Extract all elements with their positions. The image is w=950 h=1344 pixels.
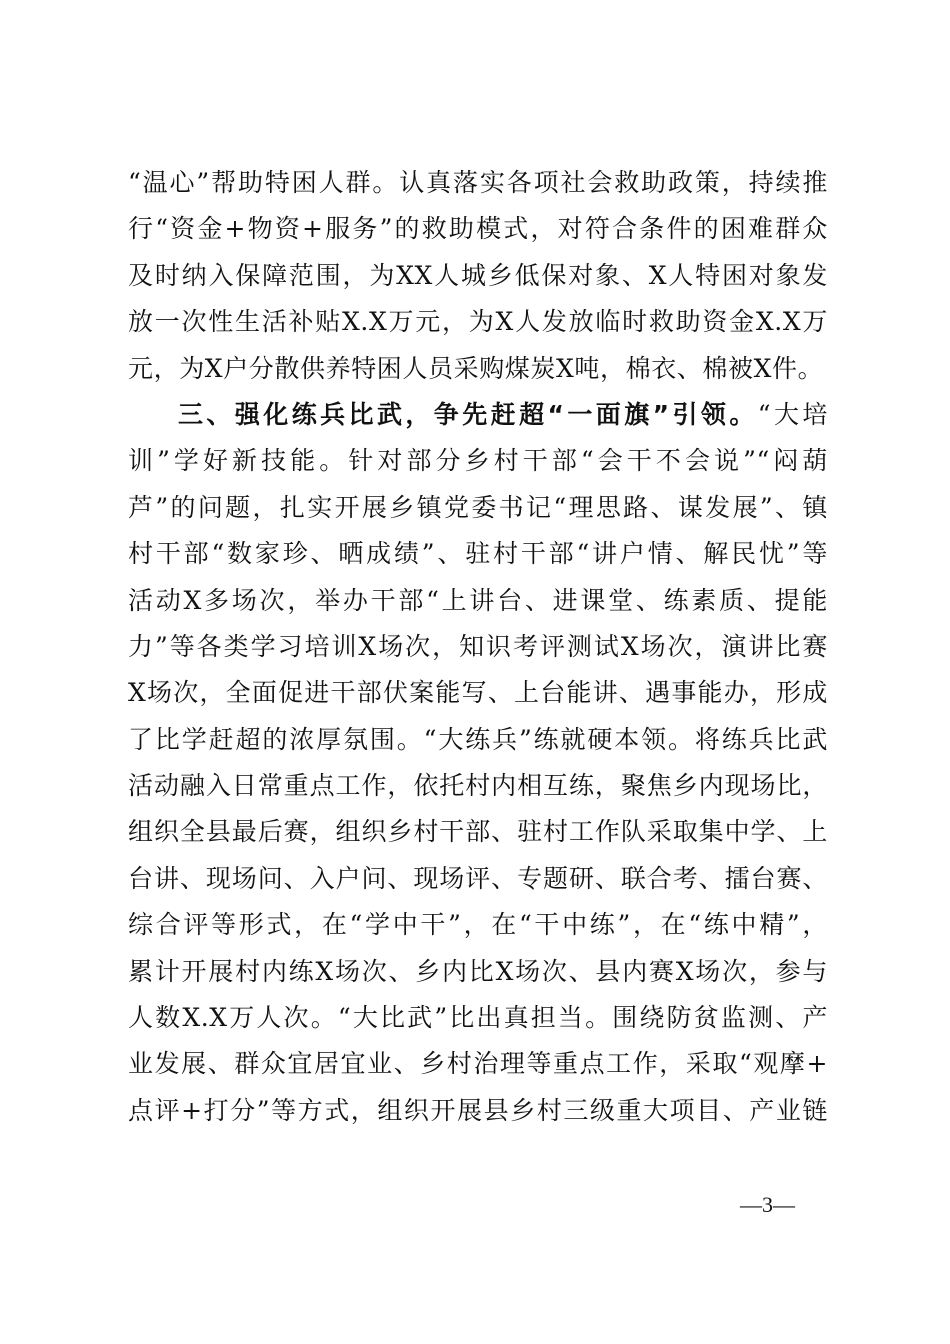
text-line: 业发展、群众宜居宜业、乡村治理等重点工作，采取“观摩+ [128, 1049, 828, 1079]
text-line: 活动融入日常重点工作，依托村内相互练，聚焦乡内现场比， [128, 771, 828, 801]
paragraph-social-assistance [128, 160, 828, 392]
section-heading: 三、强化练兵比武，争先赶超“一面旗”引领。 [178, 399, 758, 429]
text-line: 活动X多场次，举办干部“上讲台、进课堂、练素质、提能 [128, 585, 828, 615]
text-line: 训”学好新技能。针对部分乡村干部“会干不会说”“闷葫 [128, 446, 828, 476]
text-line: 综合评等形式，在“学中干”，在“干中练”，在“练中精”， [128, 910, 828, 940]
text-line: X场次，全面促进干部伏案能写、上台能讲、遇事能办，形成 [128, 678, 828, 708]
text-line: 元，为X户分散供养特困人员采购煤炭X吨，棉衣、棉被X件。 [128, 353, 824, 383]
text-line: 行“资金+物资+服务”的救助模式，对符合条件的困难群众 [128, 214, 828, 244]
text-line: 台讲、现场问、入户问、现场评、专题研、联合考、擂台赛、 [128, 863, 828, 893]
page-number: —3— [740, 1192, 795, 1217]
text-line: 点评+打分”等方式，组织开展县乡村三级重大项目、产业链 [128, 1095, 828, 1125]
text-line: 芦”的问题，扎实开展乡镇党委书记“理思路、谋发展”、镇 [128, 492, 828, 522]
heading-line-rest: “大培 [757, 399, 828, 429]
paragraph-first-line [128, 392, 828, 438]
text-line: 人数X.X万人次。“大比武”比出真担当。围绕防贫监测、产 [128, 1003, 828, 1033]
paragraph-training-competition [128, 392, 828, 1134]
text-line: “温心”帮助特困人群。认真落实各项社会救助政策，持续推 [128, 168, 828, 197]
text-line: 组织全县最后赛，组织乡村干部、驻村工作队采取集中学、上 [128, 817, 828, 847]
text-line: 累计开展村内练X场次、乡内比X场次、县内赛X场次，参与 [128, 956, 828, 986]
text-line: 及时纳入保障范围，为XX人城乡低保对象、X人特困对象发 [128, 260, 828, 290]
text-line: 村干部“数家珍、晒成绩”、驻村干部“讲户情、解民忧”等 [128, 539, 828, 569]
text-line: 了比学赶超的浓厚氛围。“大练兵”练就硬本领。将练兵比武 [128, 724, 828, 754]
document-body [128, 160, 828, 1134]
text-line: 力”等各类学习培训X场次，知识考评测试X场次，演讲比赛 [128, 631, 828, 661]
text-line: 放一次性生活补贴X.X万元，为X人发放临时救助资金X.X万 [128, 307, 828, 337]
